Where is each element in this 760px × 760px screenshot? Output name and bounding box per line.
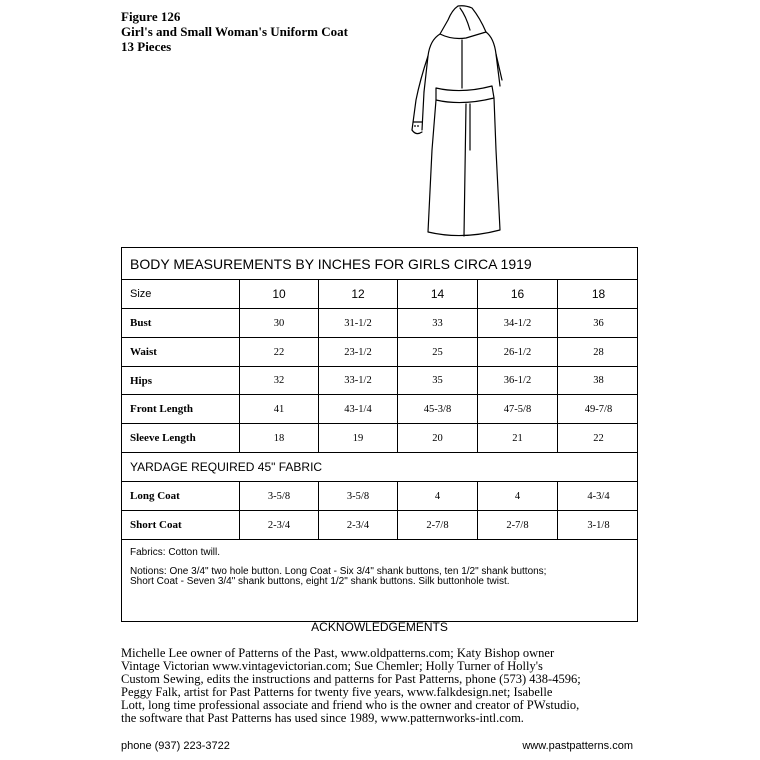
size-14: 14 bbox=[397, 280, 477, 308]
table-cell: 38 bbox=[557, 367, 639, 394]
acknowledgements-title: ACKNOWLEDGEMENTS bbox=[311, 620, 448, 634]
figure-header bbox=[121, 9, 348, 54]
table-cell: 25 bbox=[397, 338, 477, 366]
table-cell: 47-5/8 bbox=[477, 395, 557, 423]
size-10: 10 bbox=[239, 280, 318, 308]
footer-website: www.pastpatterns.com bbox=[522, 740, 633, 752]
row-label: Front Length bbox=[130, 403, 194, 415]
size-row bbox=[122, 280, 637, 309]
row-label: Sleeve Length bbox=[130, 432, 196, 444]
size-16: 16 bbox=[477, 280, 557, 308]
footer-phone: phone (937) 223-3722 bbox=[121, 740, 230, 752]
table-cell: 33-1/2 bbox=[318, 367, 397, 394]
table-cell: 49-7/8 bbox=[557, 395, 639, 423]
table-cell: 23-1/2 bbox=[318, 338, 397, 366]
table-cell: 19 bbox=[318, 424, 397, 452]
fabric-notes bbox=[122, 546, 637, 621]
table-cell: 43-1/4 bbox=[318, 395, 397, 423]
size-12: 12 bbox=[318, 280, 397, 308]
fabrics-text: Fabrics: Cotton twill. bbox=[130, 547, 221, 558]
table-cell: 36-1/2 bbox=[477, 367, 557, 394]
table-cell: 45-3/8 bbox=[397, 395, 477, 423]
row-label: Waist bbox=[130, 346, 157, 358]
table-cell: 32 bbox=[239, 367, 318, 394]
table-cell: 31-1/2 bbox=[318, 309, 397, 337]
table-cell: 2-3/4 bbox=[318, 511, 397, 539]
row-label: Long Coat bbox=[130, 490, 180, 502]
ack-line: Custom Sewing, edits the instructions and patterns for Past Patterns, phone (573) 438-4596; bbox=[121, 672, 581, 686]
row-label: Bust bbox=[130, 317, 152, 329]
row-label: Short Coat bbox=[130, 519, 182, 531]
table-cell: 22 bbox=[239, 338, 318, 366]
ack-line: Lott, long time professional associate and friend who is the owner and creator of PWstudio, bbox=[121, 698, 580, 712]
table-row bbox=[122, 511, 637, 540]
table-cell: 3-1/8 bbox=[557, 511, 639, 539]
measurements-table bbox=[121, 247, 638, 622]
table-cell: 3-5/8 bbox=[239, 482, 318, 510]
table-row bbox=[122, 309, 637, 338]
ack-line: the software that Past Patterns has used since 1989, www.patternworks-intl.com. bbox=[121, 711, 524, 725]
table-cell: 22 bbox=[557, 424, 639, 452]
table-cell: 2-3/4 bbox=[239, 511, 318, 539]
table-row bbox=[122, 482, 637, 511]
size-label: Size bbox=[130, 288, 152, 300]
table-cell: 28 bbox=[557, 338, 639, 366]
figure-number: Figure 126 bbox=[121, 9, 181, 24]
figure-title: Girl's and Small Woman's Uniform Coat bbox=[121, 24, 348, 39]
table-cell: 4-3/4 bbox=[557, 482, 639, 510]
table-row bbox=[122, 424, 637, 453]
table-cell: 41 bbox=[239, 395, 318, 423]
table-cell: 2-7/8 bbox=[397, 511, 477, 539]
table-cell: 35 bbox=[397, 367, 477, 394]
table-cell: 2-7/8 bbox=[477, 511, 557, 539]
yardage-title: YARDAGE REQUIRED 45" FABRIC bbox=[122, 453, 637, 482]
coat-back-illustration bbox=[400, 0, 520, 242]
size-18: 18 bbox=[557, 280, 639, 308]
table-cell: 26-1/2 bbox=[477, 338, 557, 366]
ack-line: Michelle Lee owner of Patterns of the Past, www.oldpatterns.com; Katy Bishop owner bbox=[121, 646, 555, 660]
ack-line: Peggy Falk, artist for Past Patterns for twenty five years, www.falkdesign.net; Isabelle bbox=[121, 685, 553, 699]
table-row bbox=[122, 338, 637, 367]
piece-count: 13 Pieces bbox=[121, 39, 172, 54]
table-cell: 30 bbox=[239, 309, 318, 337]
table-cell: 20 bbox=[397, 424, 477, 452]
table-cell: 18 bbox=[239, 424, 318, 452]
table-cell: 33 bbox=[397, 309, 477, 337]
table-cell: 4 bbox=[397, 482, 477, 510]
notions-line-2: Short Coat - Seven 3/4" shank buttons, eight 1/2" shank buttons. Silk buttonhole twist. bbox=[130, 576, 510, 587]
table-title: BODY MEASUREMENTS BY INCHES FOR GIRLS CIRCA 1919 bbox=[122, 248, 637, 280]
acknowledgements-body bbox=[121, 647, 641, 725]
ack-line: Vintage Victorian www.vintagevictorian.com; Sue Chemler; Holly Turner of Holly's bbox=[121, 659, 543, 673]
table-cell: 4 bbox=[477, 482, 557, 510]
table-cell: 36 bbox=[557, 309, 639, 337]
table-cell: 21 bbox=[477, 424, 557, 452]
row-label: Hips bbox=[130, 374, 153, 387]
table-cell: 3-5/8 bbox=[318, 482, 397, 510]
table-row bbox=[122, 367, 637, 395]
table-row bbox=[122, 395, 637, 424]
table-cell: 34-1/2 bbox=[477, 309, 557, 337]
notions-line-1: Notions: One 3/4" two hole button. Long Coat - Six 3/4" shank buttons, ten 1/2" shank buttons; bbox=[130, 566, 547, 577]
